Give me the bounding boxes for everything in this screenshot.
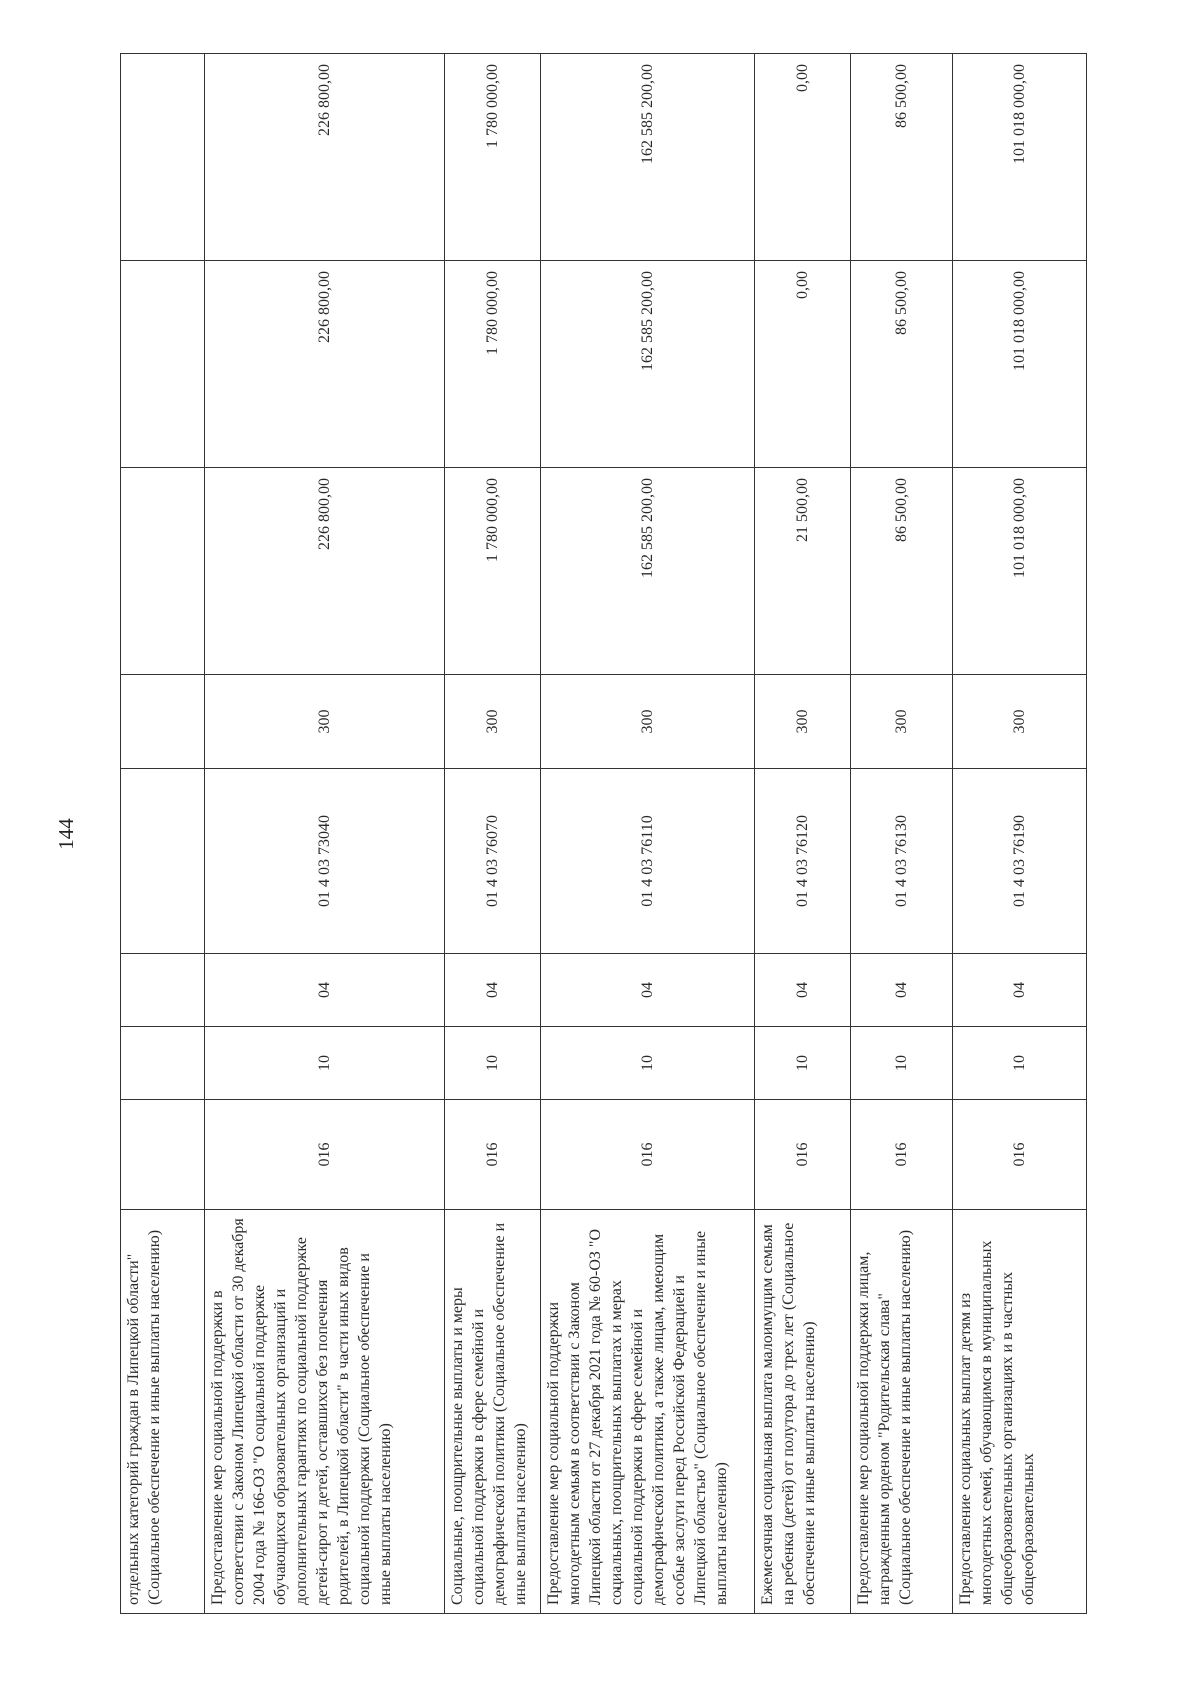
- sum-cell-3: 1 780 000,00: [445, 54, 541, 261]
- razdel-cell: 10: [851, 1027, 953, 1100]
- razdel-cell: 10: [953, 1027, 1087, 1100]
- target-article-cell: 01 4 03 76190: [953, 769, 1087, 954]
- row-name-cell: Предоставление мер социальной поддержки в соответствии с Законом Липецкой области от 30 декабря 2004 года № 166-ОЗ "О социальной поддержке обучающихся образовательных организаций и дополнительных гарантиях по социальной поддержке детей-сирот и детей, оставшихся без попечения родителей, в Липецкой области" в части иных видов социальной поддержки (Социальное обеспечение и иные выплаты населению): [205, 1210, 445, 1614]
- sum-cell-2: [121, 261, 205, 468]
- podrazdel-cell: 04: [755, 954, 851, 1027]
- target-article-cell: [121, 769, 205, 954]
- sum-cell-1: 1 780 000,00: [445, 468, 541, 675]
- podrazdel-cell: [121, 954, 205, 1027]
- table-row: [755, 54, 851, 1614]
- razdel-cell: 10: [205, 1027, 445, 1100]
- expense-type-cell: 300: [851, 675, 953, 769]
- table-row: [851, 54, 953, 1614]
- sum-cell-3: 86 500,00: [851, 54, 953, 261]
- page-number: 144: [54, 818, 78, 850]
- row-name-cell: Предоставление мер социальной поддержки многодетным семьям в соответствии с Законом Липецкой области от 27 декабря 2021 года № 60-ОЗ "О социальных, поощрительных выплатах и мерах социальной поддержки в сфере семейной и демографической политики, а также лицам, имеющим особые заслуги перед Российской Федерацией и Липецкой областью" (Социальное обеспечение и иные выплаты населению): [541, 1210, 755, 1614]
- row-name-cell: Социальные, поощрительные выплаты и меры социальной поддержки в сфере семейной и демографической политики (Социальное обеспечение и иные выплаты населению): [445, 1210, 541, 1614]
- sum-cell-1: 162 585 200,00: [541, 468, 755, 675]
- row-name-cell: Предоставление социальных выплат детям из многодетных семей, обучающимся в муниципальных общеобразовательных организациях и в частных общеобразовательных: [953, 1210, 1087, 1614]
- podrazdel-cell: 04: [205, 954, 445, 1027]
- ved-cell: [121, 1100, 205, 1210]
- sum-cell-2: 162 585 200,00: [541, 261, 755, 468]
- expense-type-cell: 300: [205, 675, 445, 769]
- target-article-cell: 01 4 03 76070: [445, 769, 541, 954]
- target-article-cell: 01 4 03 76120: [755, 769, 851, 954]
- ved-cell: 016: [851, 1100, 953, 1210]
- table-row: [445, 54, 541, 1614]
- expense-type-cell: 300: [541, 675, 755, 769]
- rotated-page: [54, 54, 1086, 1614]
- sum-cell-2: 86 500,00: [851, 261, 953, 468]
- budget-table: [120, 53, 1087, 1614]
- expense-type-cell: 300: [953, 675, 1087, 769]
- expense-type-cell: 300: [755, 675, 851, 769]
- podrazdel-cell: 04: [445, 954, 541, 1027]
- target-article-cell: 01 4 03 76110: [541, 769, 755, 954]
- razdel-cell: 10: [445, 1027, 541, 1100]
- sum-cell-1: [121, 468, 205, 675]
- table-row: [953, 54, 1087, 1614]
- razdel-cell: [121, 1027, 205, 1100]
- sum-cell-1: 226 800,00: [205, 468, 445, 675]
- sum-cell-3: 162 585 200,00: [541, 54, 755, 261]
- sum-cell-2: 226 800,00: [205, 261, 445, 468]
- target-article-cell: 01 4 03 76130: [851, 769, 953, 954]
- row-name-cell: Ежемесячная социальная выплата малоимущим семьям на ребенка (детей) от полутора до трех лет (Социальное обеспечение и иные выплаты населению): [755, 1210, 851, 1614]
- row-name-cell: Предоставление мер социальной поддержки лицам, награжденным орденом "Родительская слава" (Социальное обеспечение и иные выплаты населению): [851, 1210, 953, 1614]
- sum-cell-1: 21 500,00: [755, 468, 851, 675]
- expense-type-cell: 300: [445, 675, 541, 769]
- podrazdel-cell: 04: [851, 954, 953, 1027]
- podrazdel-cell: 04: [953, 954, 1087, 1027]
- sum-cell-3: [121, 54, 205, 261]
- table-row: [541, 54, 755, 1614]
- razdel-cell: 10: [541, 1027, 755, 1100]
- table-row: [121, 54, 205, 1614]
- sum-cell-1: 101 018 000,00: [953, 468, 1087, 675]
- sum-cell-2: 1 780 000,00: [445, 261, 541, 468]
- table-row: [205, 54, 445, 1614]
- sum-cell-3: 226 800,00: [205, 54, 445, 261]
- ved-cell: 016: [953, 1100, 1087, 1210]
- row-name-cell: отдельных категорий граждан в Липецкой области" (Социальное обеспечение и иные выплаты населению): [121, 1210, 205, 1614]
- ved-cell: 016: [205, 1100, 445, 1210]
- ved-cell: 016: [541, 1100, 755, 1210]
- ved-cell: 016: [755, 1100, 851, 1210]
- podrazdel-cell: 04: [541, 954, 755, 1027]
- target-article-cell: 01 4 03 73040: [205, 769, 445, 954]
- sum-cell-2: 101 018 000,00: [953, 261, 1087, 468]
- expense-type-cell: [121, 675, 205, 769]
- razdel-cell: 10: [755, 1027, 851, 1100]
- ved-cell: 016: [445, 1100, 541, 1210]
- sum-cell-3: 101 018 000,00: [953, 54, 1087, 261]
- sum-cell-1: 86 500,00: [851, 468, 953, 675]
- sum-cell-3: 0,00: [755, 54, 851, 261]
- sum-cell-2: 0,00: [755, 261, 851, 468]
